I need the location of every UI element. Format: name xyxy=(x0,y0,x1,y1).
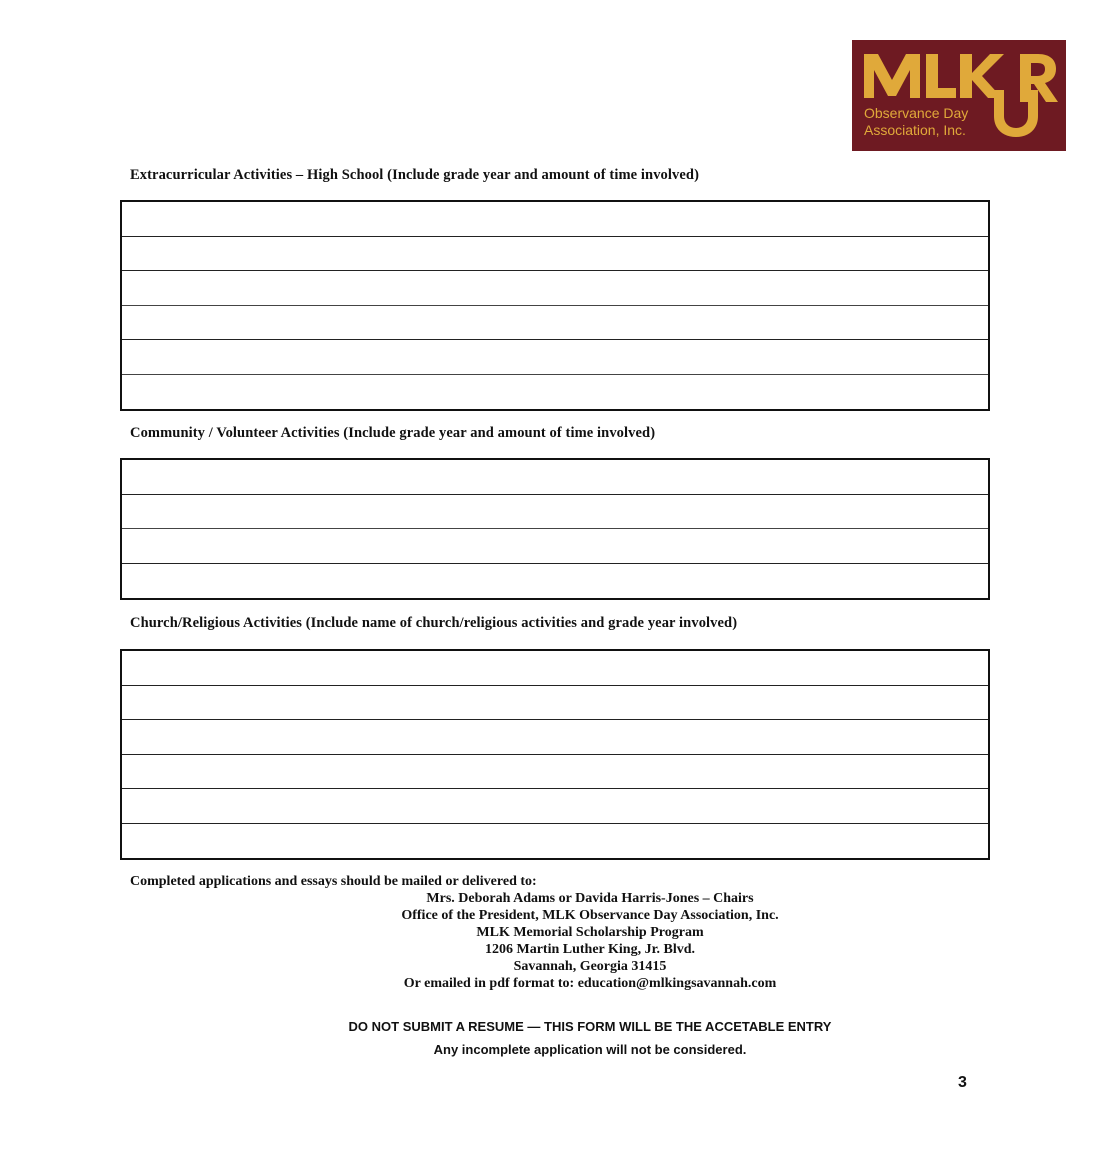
extracurricular-row-4[interactable] xyxy=(122,306,988,341)
church-row-2[interactable] xyxy=(122,686,988,721)
mailing-instructions: Completed applications and essays should be mailed or delivered to: xyxy=(130,874,537,889)
mlk-observance-day-logo xyxy=(852,40,1066,151)
church-row-6[interactable] xyxy=(122,824,988,859)
extracurricular-row-5[interactable] xyxy=(122,340,988,375)
community-section-title: Community / Volunteer Activities (Include grade year and amount of time involved) xyxy=(130,425,656,441)
address-line-chairs: Mrs. Deborah Adams or Davida Harris-Jones – Chairs xyxy=(426,891,754,906)
resume-notice: DO NOT SUBMIT A RESUME — THIS FORM WILL BE THE ACCETABLE ENTRY xyxy=(348,1019,832,1034)
mailing-address xyxy=(290,890,890,992)
logo-line2: Association, Inc. xyxy=(864,122,966,138)
page-number: 3 xyxy=(958,1074,967,1091)
address-line-street: 1206 Martin Luther King, Jr. Blvd. xyxy=(484,942,696,957)
extracurricular-row-2[interactable] xyxy=(122,237,988,272)
community-row-1[interactable] xyxy=(122,460,988,495)
logo-graphic xyxy=(852,40,1066,151)
church-row-5[interactable] xyxy=(122,789,988,824)
extracurricular-activities-table xyxy=(120,200,990,411)
logo-line1: Observance Day xyxy=(864,105,969,121)
community-activities-table xyxy=(120,458,990,600)
extracurricular-row-6[interactable] xyxy=(122,375,988,410)
community-row-2[interactable] xyxy=(122,495,988,530)
church-row-3[interactable] xyxy=(122,720,988,755)
extracurricular-row-1[interactable] xyxy=(122,202,988,237)
church-row-4[interactable] xyxy=(122,755,988,790)
extracurricular-row-3[interactable] xyxy=(122,271,988,306)
incomplete-notice: Any incomplete application will not be considered. xyxy=(433,1042,747,1057)
extracurricular-section-title: Extracurricular Activities – High School (Include grade year and amount of time involved) xyxy=(130,167,700,183)
community-row-4[interactable] xyxy=(122,564,988,599)
church-section-title: Church/Religious Activities (Include name of church/religious activities and grade year involved) xyxy=(130,615,738,631)
address-line-office: Office of the President, MLK Observance Day Association, Inc. xyxy=(401,908,779,923)
church-activities-table xyxy=(120,649,990,860)
church-row-1[interactable] xyxy=(122,651,988,686)
community-row-3[interactable] xyxy=(122,529,988,564)
address-line-email: Or emailed in pdf format to: education@mlkingsavannah.com xyxy=(403,976,777,991)
address-line-city: Savannah, Georgia 31415 xyxy=(513,959,667,974)
address-line-program: MLK Memorial Scholarship Program xyxy=(476,925,704,940)
